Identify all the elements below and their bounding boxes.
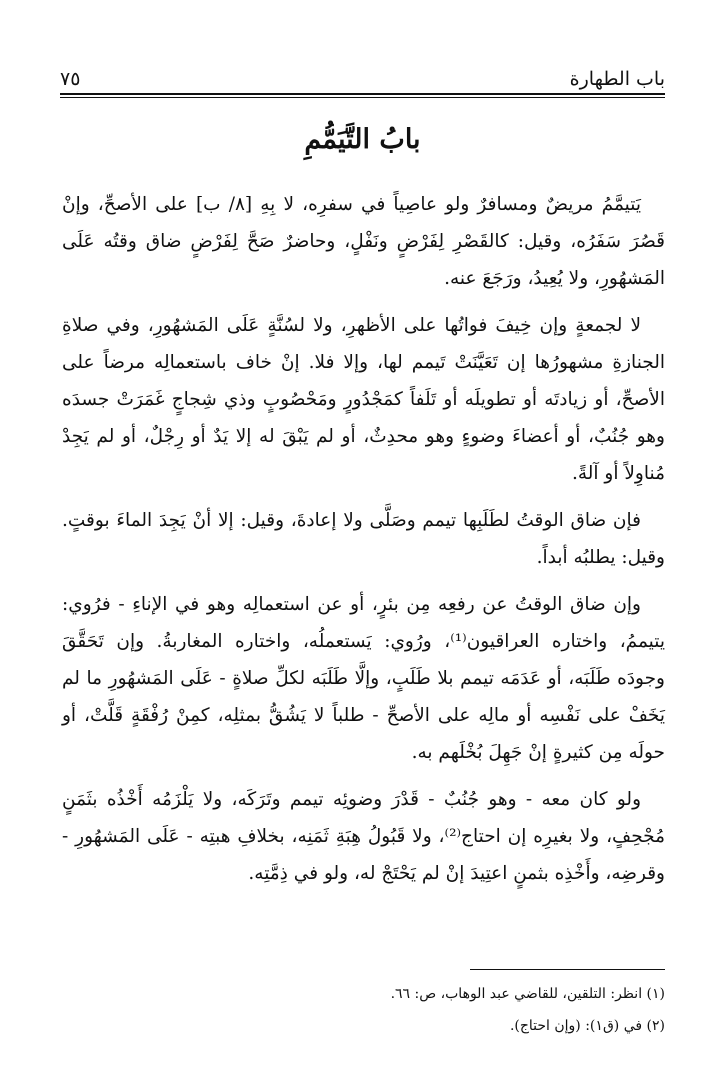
running-head-chapter: باب الطهارة (569, 68, 665, 90)
body-text (62, 186, 665, 902)
footnote-rule (470, 969, 665, 970)
paragraph: يَتيمَّمُ مريضٌ ومسافرٌ ولو عاصِياً في سفرِه، لا بِهِ [٨/ ب] على الأصحِّ، وإنْ قَصُرَ سَفَرُه، وقيل: كالقَصْرِ لِفَرْضٍ ونَفْلٍ، وحاضرٌ صَحَّ لِفَرْضٍ ضاق وقتُه عَلَى المَشهُورِ، ولا يُعِيدُ، ورَجَعَ عنه. (62, 194, 665, 289)
page-number: ٧٥ (60, 68, 81, 90)
footnote: (٢) في (ق١): (وإن احتاج). (509, 1018, 665, 1034)
paragraph: فإن ضاق الوقتُ لطَلَبِها تيمم وصَلَّى ولا إعادةَ، وقيل: إلا أنْ يَجِدَ الماءَ بوقتٍ. وقيل: يطلبُه أبداً. (62, 510, 665, 568)
paragraph: وإن ضاق الوقتُ عن رفعِه مِن بئرٍ، أو عن استعمالِه وهو في الإناءِ - فرُوي: يتيممُ، واختاره العراقيون⁽¹⁾، ورُوي: يَستعملُه، واختاره المغاربةُ. وإن تَحَقَّقَ وجودَه طَلَبَه، أو عَدَمَه تيمم بلا طَلَبٍ، وإلَّا طَلَبَه لكلِّ صلاةٍ - عَلَى المَشهُورِ ما لم يَخَفْ على نَفْسِه أو مالِه على الأصحِّ - طلباً لا يَشُقُّ بمثلِه، كمِنْ رُفْقَةٍ قَلَّتْ، أو حولَه مِن كثيرةٍ إنْ جَهِلَ بُخْلَهم به. (62, 594, 665, 763)
running-header (60, 62, 665, 90)
paragraph: لا لجمعةٍ وإن خِيفَ فواتُها على الأظهرِ، ولا لسُنَّةٍ عَلَى المَشهُورِ، وفي صلاةِ الجنازةِ مشهورُها إن تَعَيَّنَتْ تَيمم لها، وإلا فلا. إنْ خاف باستعمالِه مرضاً على الأصحِّ، أو زيادتَه أو تطويلَه أو تَلَفاً كمَجْدُورٍ ومَحْصُوبٍ وذي شِجاجٍ غَمَرَتْ جسدَه وهو جُنُبٌ، أو أعضاءَ وضوءٍ وهو محدِثٌ، أو لم يَبْقَ له إلا يَدٌ أو رِجْلٌ، أو لم يَجِدْ مُناوِلاً أو آلةً. (62, 315, 665, 484)
header-rule-thick (60, 93, 665, 95)
paragraph: ولو كان معه - وهو جُنُبٌ - قَدْرَ وضوئِه تيمم وتَرَكَه، ولا يَلْزَمُه أَخْذُه بثَمَنٍ مُجْحِفٍ، ولا بغيرِه إن احتاج⁽²⁾، ولا قَبُولُ هِبَةِ ثَمَنِه، بخلافِ هبتِه - عَلَى المَشهُورِ - وقرضِه، وأَخْذِه بثمنٍ اعتِيدَ إنْ لم يَحْتَجْ له، ولو في ذِمَّتِه. (62, 789, 665, 884)
header-rule-thin (60, 97, 665, 98)
footnotes (62, 980, 665, 1044)
chapter-title: بابُ التَّيَمُّمِ (304, 124, 421, 155)
footnote: (١) انظر: التلقين، للقاضي عبد الوهاب، ص: ٦٦. (390, 986, 665, 1002)
